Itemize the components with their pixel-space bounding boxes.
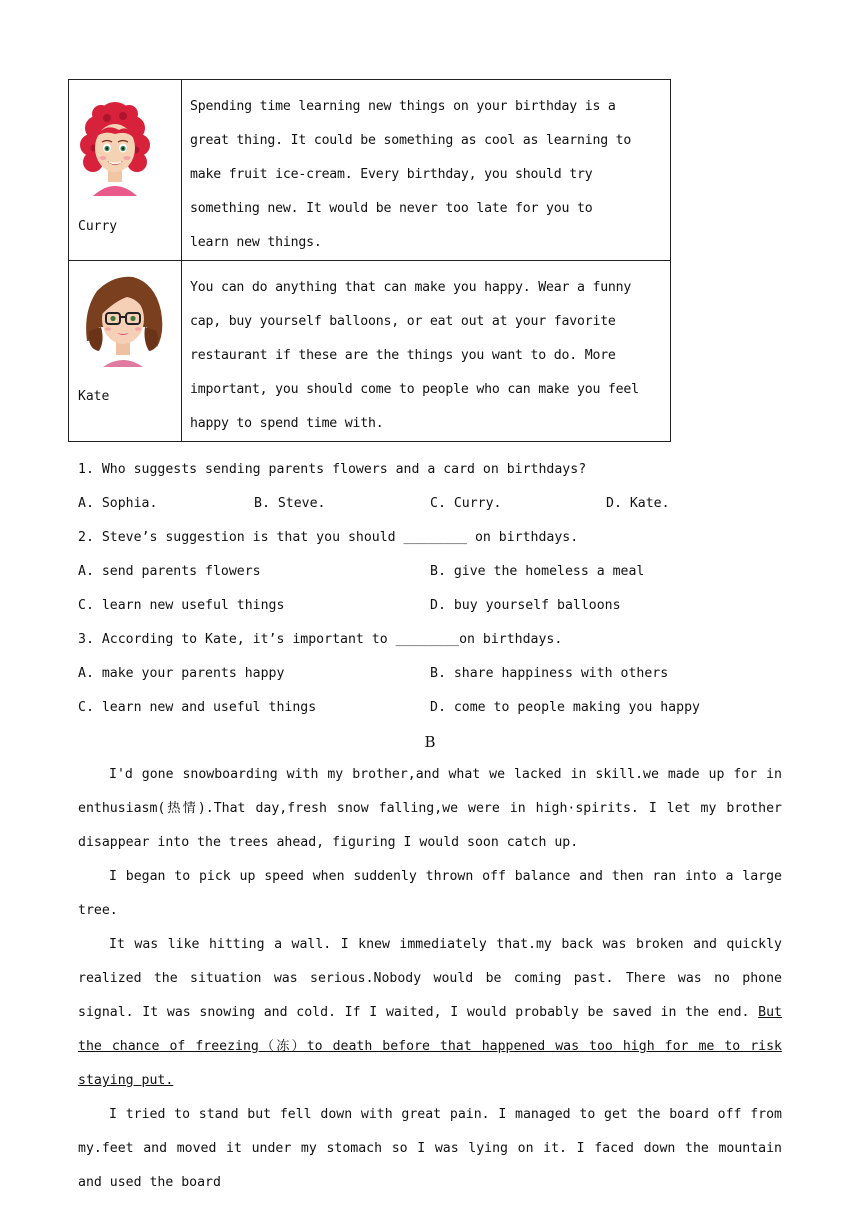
person-cell: [69, 80, 182, 261]
opinion-text-cell: [182, 80, 671, 261]
question-stem: 3. According to Kate, it’s important to ________on birthdays.: [78, 632, 563, 647]
opinion-text-tail: learn new things.: [190, 235, 322, 250]
underlined-sentence: But the chance of freezing（冻）to death before that happened was too high for me to risk staying put.: [78, 1005, 782, 1088]
answer-option: A. Sophia.: [78, 496, 158, 511]
brown-hair-glasses-girl-avatar-icon: [79, 271, 167, 367]
opinion-text-cell: [182, 261, 671, 442]
paragraph: I tried to stand but fell down with great pain. I managed to get the board off from my.feet and moved it under my stomach so I was lying on it. I faced down the mountain and used the board: [78, 1107, 782, 1190]
passage: [78, 758, 782, 1200]
answer-option: B. share happiness with others: [430, 666, 669, 681]
paragraph-text: It was like hitting a wall. I knew immediately that.my back was broken and quickly realized the situation was serious.Nobody would be coming past. There was no phone signal. It was snowing and cold. If I waited, I would probably be saved in the end.: [78, 937, 782, 1020]
answer-option: D. Kate.: [606, 496, 670, 511]
table-row: [69, 261, 671, 442]
question-stem: 1. Who suggests sending parents flowers and a card on birthdays?: [78, 462, 587, 477]
answer-option: C. Curry.: [430, 496, 502, 511]
person-cell: [69, 261, 182, 442]
answer-option: C. learn new useful things: [78, 598, 285, 613]
answer-option: B. give the homeless a meal: [430, 564, 645, 579]
opinion-text: You can do anything that can make you happy. Wear a funny cap, buy yourself balloons, or eat out at your favorite restaurant if these are the things you want to do. More important, you should come to people who can make you feel happy to spend time with.: [190, 280, 639, 431]
answer-option: A. make your parents happy: [78, 666, 285, 681]
red-curly-hair-girl-avatar-icon: [79, 100, 151, 196]
person-name: Kate: [78, 389, 110, 404]
section-heading: B: [424, 733, 436, 751]
paragraph: I began to pick up speed when suddenly thrown off balance and then ran into a large tree.: [78, 869, 782, 918]
person-name: Curry: [78, 219, 118, 234]
answer-option: A. send parents flowers: [78, 564, 261, 579]
answer-option: B. Steve.: [254, 496, 326, 511]
table-row: [69, 80, 671, 261]
opinion-text: Spending time learning new things on your birthday is a great thing. It could be something as cool as learning to make fruit ice-cream. Every birthday, you should try something new. It would be never too late for you to: [190, 99, 632, 216]
answer-option: D. buy yourself balloons: [430, 598, 621, 613]
answer-option: D. come to people making you happy: [430, 700, 700, 715]
answer-option: C. learn new and useful things: [78, 700, 317, 715]
question-stem: 2. Steve’s suggestion is that you should ________ on birthdays.: [78, 530, 579, 545]
paragraph: I'd gone snowboarding with my brother,and what we lacked in skill.we made up for in enthusiasm(热情).That day,fresh snow falling,we were in high·spirits. I let my brother disappear into the trees ahead, figuring I would soon catch up.: [78, 767, 782, 850]
paragraph: [78, 928, 782, 1098]
opinion-table: [68, 79, 671, 442]
